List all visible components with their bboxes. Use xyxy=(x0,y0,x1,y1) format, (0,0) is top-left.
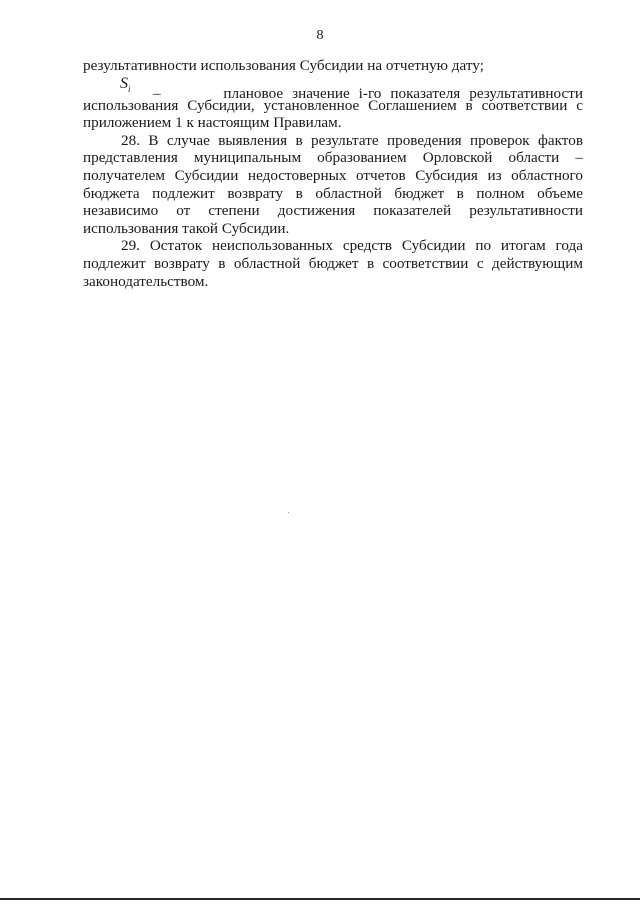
variable-letter: S xyxy=(120,74,128,92)
page-bottom-edge xyxy=(0,898,640,900)
definition-text: плановое значение i-го показателя результативности xyxy=(223,84,584,102)
item-28-line: 28. В случае выявления в результате проведения проверок фактов xyxy=(121,131,583,149)
item-28-line: представления муниципальным образованием Орловской области – xyxy=(83,149,583,167)
page-number: 8 xyxy=(316,28,324,43)
paragraph-line: использования Субсидии, установленное Соглашением в соответствии с xyxy=(83,96,583,114)
formula-variable xyxy=(120,75,131,99)
item-28-line: независимо от степени достижения показателей результативности xyxy=(83,202,583,220)
scan-speck xyxy=(288,512,289,513)
document-body xyxy=(83,57,583,290)
item-28-line: получателем Субсидии недостоверных отчетов Субсидия из областного xyxy=(83,166,583,184)
variable-definition-text xyxy=(153,85,583,103)
paragraph-line: результативности использования Субсидии на отчетную дату; xyxy=(83,57,484,74)
item-28-line: бюджета подлежит возврату в областной бюджет в полном объеме xyxy=(83,184,583,202)
item-29-line: законодательством. xyxy=(83,272,209,290)
item-28-line: использования такой Субсидии. xyxy=(83,219,290,237)
item-29-line: 29. Остаток неиспользованных средств Субсидии по итогам года xyxy=(121,237,583,255)
variable-definition-line xyxy=(83,74,584,102)
variable-subscript: i xyxy=(128,83,131,94)
paragraph-line: приложением 1 к настоящим Правилам. xyxy=(83,114,342,132)
item-29-line: подлежит возврату в областной бюджет в соответствии с действующим xyxy=(83,254,583,272)
definition-dash: – xyxy=(153,84,161,102)
